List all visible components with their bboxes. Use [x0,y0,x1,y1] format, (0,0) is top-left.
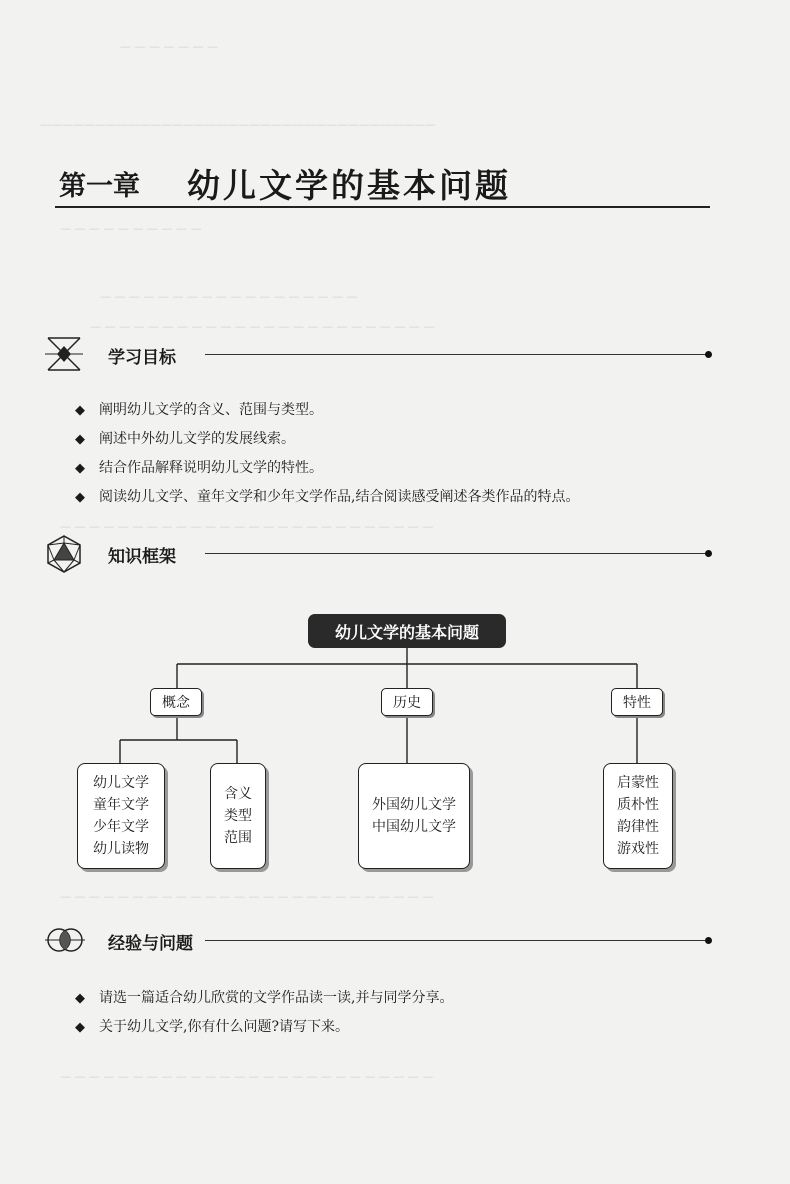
venn-circles-icon [45,922,85,958]
branch-concept: 概念 [150,688,202,716]
history-box: 外国幼儿文学 中国幼儿文学 [358,763,470,869]
diamond-bullet-icon: ◆ [75,1020,85,1035]
list-item: ◆ 请选一篇适合幼儿欣赏的文学作品读一读,并与同学分享。 [75,988,453,1017]
rule-end-dot [705,937,712,944]
concept-types-box: 幼儿文学 童年文学 少年文学 幼儿读物 [77,763,165,869]
diamond-bullet-icon: ◆ [75,403,85,418]
branch-history: 历史 [381,688,433,716]
diamond-bullet-icon: ◆ [75,991,85,1006]
list-item: ◆ 结合作品解释说明幼儿文学的特性。 [75,458,579,487]
traits-box: 启蒙性 质朴性 韵律性 游戏性 [603,763,673,869]
diamond-bullet-icon: ◆ [75,461,85,476]
list-item: ◆ 关于幼儿文学,你有什么问题?请写下来。 [75,1017,453,1046]
section-framework-header [45,535,715,571]
diamond-bullet-icon: ◆ [75,432,85,447]
section-rule [205,940,709,941]
hexagon-icosahedron-icon [45,535,83,573]
chapter-title: 幼儿文学的基本问题 [187,166,511,205]
goals-list [75,400,579,516]
root-node: 幼儿文学的基本问题 [308,614,506,648]
chapter-heading [55,158,710,208]
section-title: 经验与问题 [108,934,193,954]
section-rule [205,553,709,554]
list-item: ◆ 阐述中外幼儿文学的发展线索。 [75,429,579,458]
rule-end-dot [705,550,712,557]
list-item: ◆ 阐明幼儿文学的含义、范围与类型。 [75,400,579,429]
section-experience-header [45,922,715,958]
concept-aspects-box: 含义 类型 范围 [210,763,266,869]
hourglass-diamond-icon [45,336,83,372]
rule-end-dot [705,351,712,358]
section-goals-header [45,336,715,372]
chapter-number: 第一章 [59,171,140,202]
experience-list [75,988,453,1046]
branch-traits: 特性 [611,688,663,716]
section-rule [205,354,709,355]
diamond-bullet-icon: ◆ [75,490,85,505]
section-title: 学习目标 [108,348,176,368]
list-item: ◆ 阅读幼儿文学、童年文学和少年文学作品,结合阅读感受阐述各类作品的特点。 [75,487,579,516]
section-title: 知识框架 [108,547,176,567]
